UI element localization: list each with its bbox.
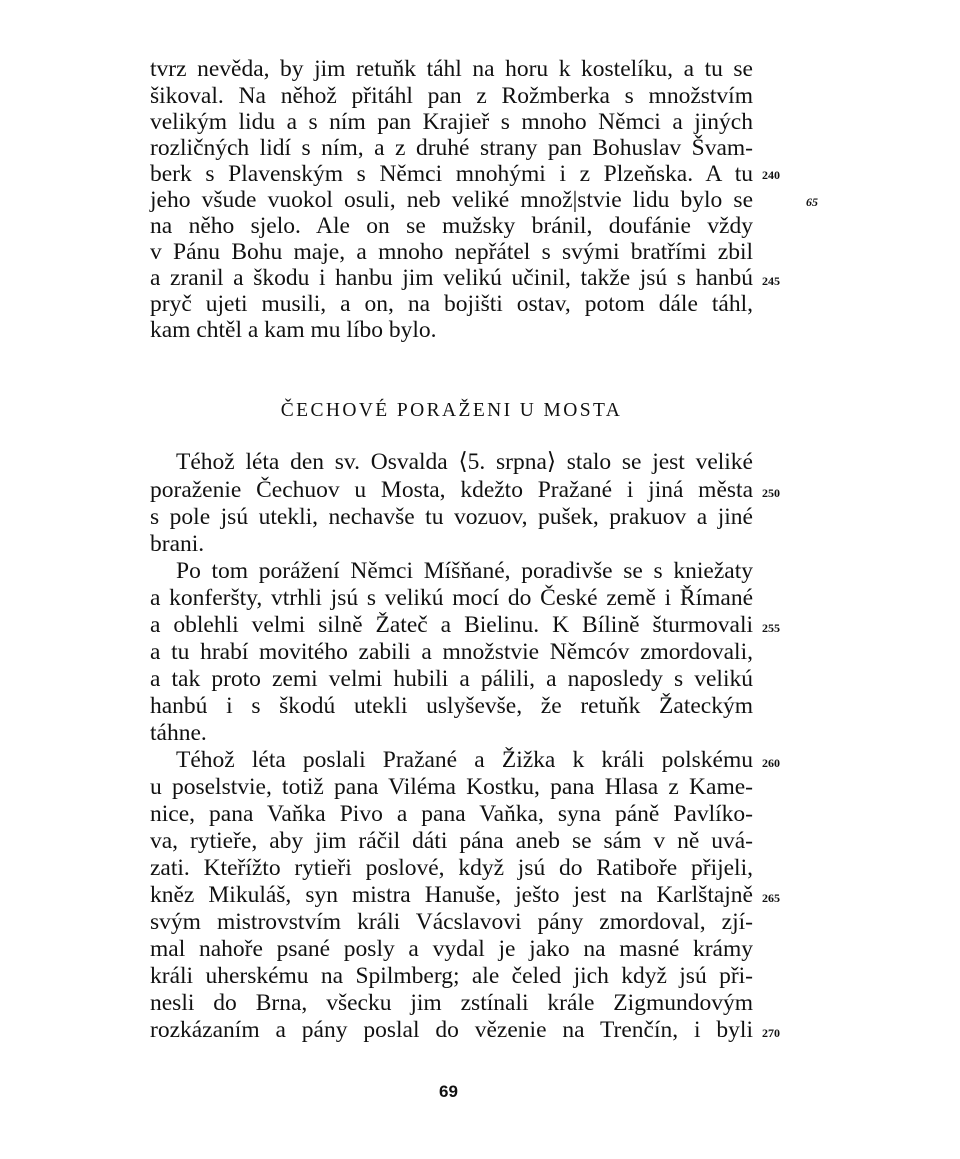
text-line: s pole jsú utekli, nechavše tu vozuov, pušek, prakuov a jiné <box>150 504 753 530</box>
text-line: a tu hrabí movitého zabili a množstvie Němcóv zmordovali, <box>150 639 753 665</box>
text-line: poraženie Čechuov u Mosta, kdežto Pražané i jiná města <box>150 477 753 503</box>
text-line: pryč ujeti musili, a on, na bojišti ostav, potom dále táhl, <box>150 291 753 317</box>
text-line: u poselstvie, totiž pana Viléma Kostku, pana Hlasa z Kame- <box>150 774 753 800</box>
text-line: a zranil a škodu i hanbu jim velikú učinil, takže jsú s hanbú <box>150 265 753 291</box>
text-line: nesli do Brna, všecku jim zstínali krále Zigmundovým <box>150 990 753 1016</box>
text-line: svým mistrovstvím králi Vácslavovi pány zmordoval, zjí- <box>150 909 753 935</box>
line-number: 260 <box>762 756 780 770</box>
text-line: kam chtěl a kam mu líbo bylo. <box>150 317 437 343</box>
text-line: šikoval. Na něhož přitáhl pan z Rožmberka s množstvím <box>150 83 753 109</box>
text-line: rozličných lidí s ním, a z druhé strany pan Bohuslav Švam- <box>150 135 753 161</box>
text-line: brani. <box>150 531 205 557</box>
text-line: a tak proto zemi velmi hubili a pálili, a naposledy s velikú <box>150 666 753 692</box>
page-number: 69 <box>439 1082 458 1101</box>
text-line: králi uherskému na Spilmberg; ale čeled jich když jsú při- <box>150 963 753 989</box>
line-number: 270 <box>762 1026 780 1040</box>
line-number: 245 <box>762 274 780 288</box>
text-line: rozkázaním a pány poslal do vězenie na Trenčín, i byli <box>150 1017 753 1043</box>
text-line: kněz Mikuláš, syn mistra Hanuše, ješto jest na Karlštajně <box>150 882 753 908</box>
text-line: berk s Plavenským s Němci mnohými i z Plzeňska. A tu <box>150 161 753 187</box>
folio-reference: 65 <box>806 195 818 209</box>
text-line: a oblehli velmi silně Žateč a Bielinu. K Bílině šturmovali <box>150 612 753 638</box>
text-line: tvrz nevěda, by jim retuňk táhl na horu k kostelíku, a tu se <box>150 56 753 82</box>
text-line: hanbú i s škodú utekli uslyševše, že retuňk Žateckým <box>150 693 753 719</box>
text-line: velikým lidu a s ním pan Krajieř s mnoho Němci a jiných <box>150 109 753 135</box>
text-line: Po tom porážení Němci Míšňané, poradivše se s kniežaty <box>176 558 753 584</box>
text-line: na něho sjelo. Ale on se mužsky bránil, doufánie vždy <box>150 213 753 239</box>
text-line: va, rytieře, aby jim ráčil dáti pána aneb se sám v ně uvá- <box>150 828 753 854</box>
line-number: 255 <box>762 621 780 635</box>
text-line: a konferšty, vtrhli jsú s velikú mocí do České země i Římané <box>150 585 753 611</box>
text-line: mal nahoře psané posly a vydal je jako na masné krámy <box>150 936 753 962</box>
line-number: 265 <box>762 891 780 905</box>
section-heading: ČECHOVÉ PORAŽENI U MOSTA <box>280 400 623 421</box>
text-line: zati. Kteřížto rytieři poslové, když jsú do Ratiboře přijeli, <box>150 855 753 881</box>
text-line: nice, pana Vaňka Pivo a pana Vaňka, syna páně Pavlíko- <box>150 801 753 827</box>
line-number: 250 <box>762 486 780 500</box>
text-line: v Pánu Bohu maje, a mnoho nepřátel s svými bratřími zbil <box>150 239 753 265</box>
text-line: jeho všude vuokol osuli, neb veliké množ|stvie lidu bylo se <box>150 187 753 213</box>
text-line: táhne. <box>150 720 207 746</box>
text-line: Téhož léta den sv. Osvalda ⟨5. srpna⟩ stalo se jest veliké <box>176 449 753 475</box>
text-line: Téhož léta poslali Pražané a Žižka k králi polskému <box>176 747 753 773</box>
line-number: 240 <box>762 168 780 182</box>
